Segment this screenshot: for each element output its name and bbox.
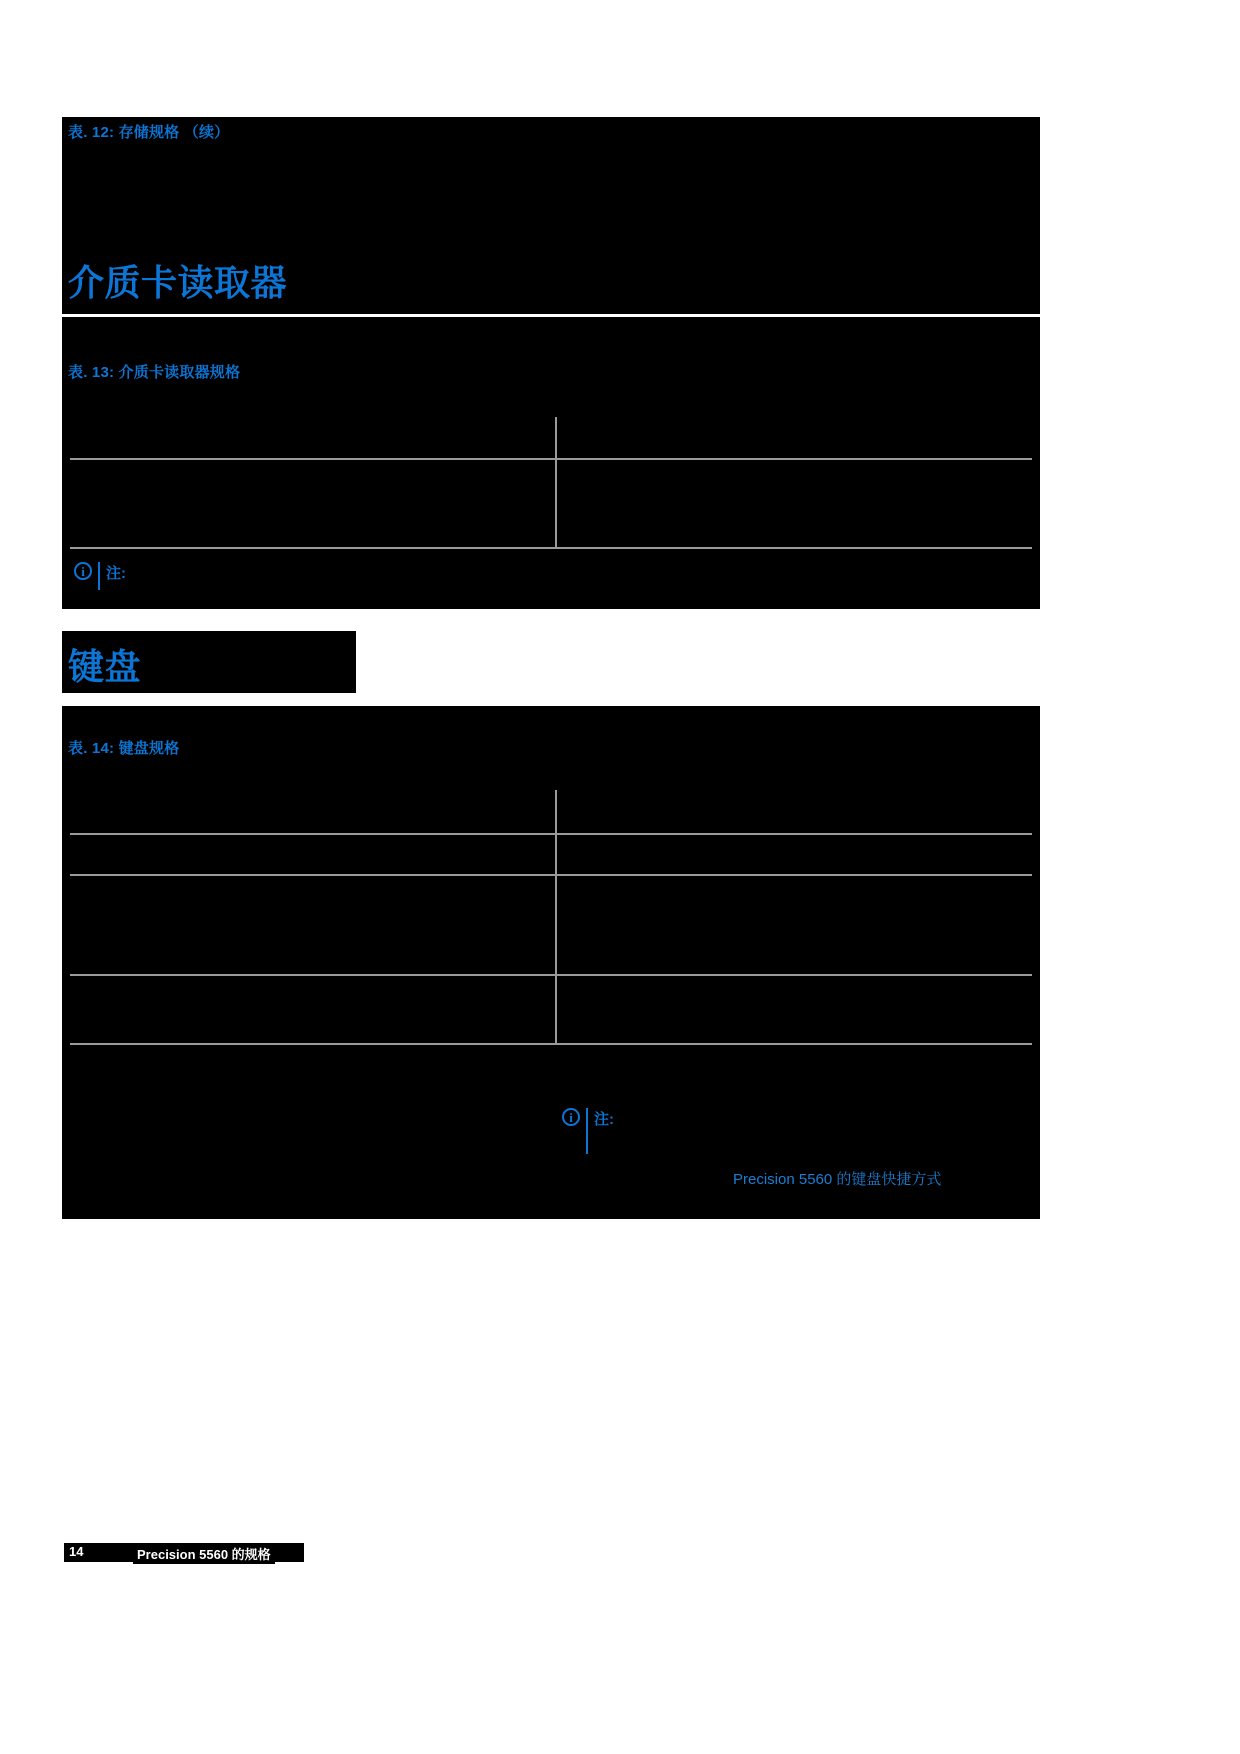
table-13-row-rule-2 bbox=[70, 547, 1032, 549]
table-14-caption: 表. 14: 键盘规格 bbox=[68, 740, 180, 757]
note-accent-bar bbox=[98, 562, 100, 590]
table-13-note-label: 注: bbox=[106, 565, 126, 582]
table-13-column-divider-2 bbox=[555, 458, 557, 548]
info-icon: i bbox=[562, 1108, 580, 1126]
table-14-note bbox=[562, 1108, 614, 1154]
table-14-note-label: 注: bbox=[594, 1111, 614, 1128]
table-14-column-divider-2 bbox=[555, 834, 557, 875]
table-13-caption: 表. 13: 介质卡读取器规格 bbox=[68, 364, 241, 381]
table-14-row-rule-2 bbox=[70, 874, 1032, 876]
table-14-column-divider-4 bbox=[555, 975, 557, 1044]
info-icon: i bbox=[74, 562, 92, 580]
table-12-caption: 表. 12: 存储规格 （续） bbox=[68, 124, 230, 141]
table-13-column-divider-1 bbox=[555, 417, 557, 459]
table-13-row-rule-1 bbox=[70, 458, 1032, 460]
media-card-reader-heading: 介质卡读取器 bbox=[68, 262, 288, 303]
table-14-row-rule-4 bbox=[70, 1043, 1032, 1045]
keyboard-shortcuts-link[interactable]: Precision 5560 的键盘快捷方式 bbox=[733, 1171, 942, 1188]
footer-title: Precision 5560 的规格 bbox=[133, 1543, 275, 1564]
table-13-note bbox=[74, 562, 126, 590]
note-accent-bar bbox=[586, 1108, 588, 1154]
table-14-row-rule-3 bbox=[70, 974, 1032, 976]
table-14-row-rule-1 bbox=[70, 833, 1032, 835]
footer-page-number: 14 bbox=[66, 1543, 86, 1560]
table-14-column-divider-1 bbox=[555, 790, 557, 834]
keyboard-heading: 键盘 bbox=[68, 646, 142, 687]
table-14-body bbox=[62, 706, 1040, 1219]
table-14-column-divider-3 bbox=[555, 875, 557, 975]
